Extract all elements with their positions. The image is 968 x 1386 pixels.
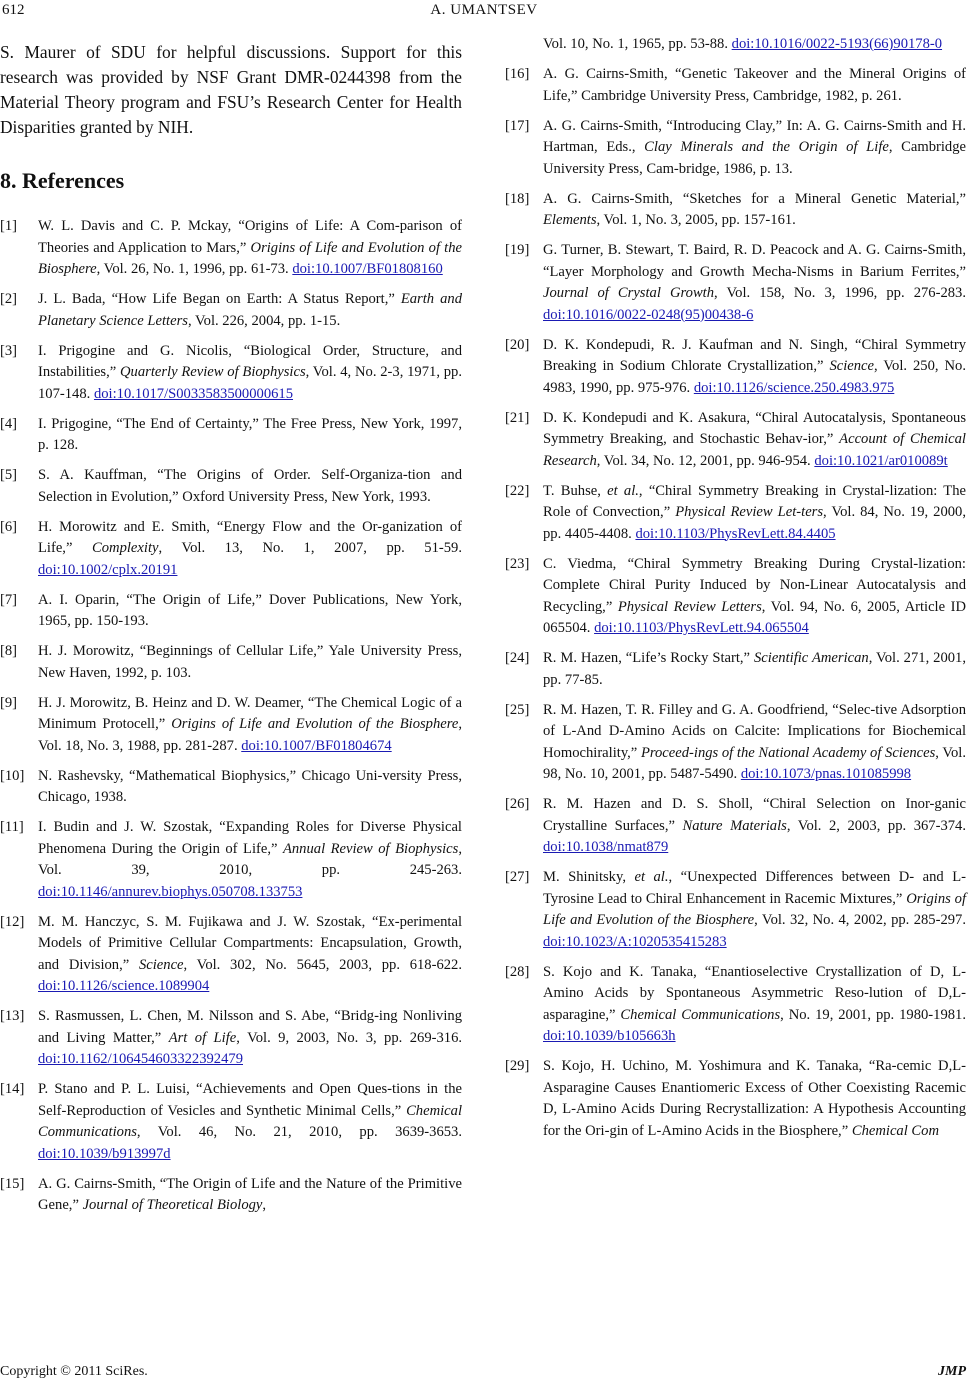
reference-journal: Scientific American [753,650,869,666]
reference-authors-title: T. Buhse, [543,482,608,499]
reference-journal: Elements [543,212,597,228]
reference-text [543,116,966,181]
reference-authors-title: D. K. Kondepudi, R. J. Kaufman and N. Singh, “Chiral Symmetry Breaking in Sodium Chlorate Crystallization,” [543,336,966,374]
reference-authors-title: M. Shinitsky, [543,869,635,885]
reference-entry [0,414,462,457]
reference-entry [505,554,966,640]
reference-authors-title: Vol. 10, No. 1, 1965, pp. 53-88. [543,36,732,52]
reference-entry [0,1006,462,1071]
reference-authors-title: D. K. Kondepudi and K. Asakura, “Chiral Autocatalysis, Spontaneous Symmetry Breaking, and Stochastic Behav-ior,” [543,409,966,447]
reference-number: [20] [505,336,530,353]
reference-number: [15] [0,1175,25,1192]
section-heading: 8. References [0,168,125,193]
reference-number: [14] [0,1081,25,1097]
doi-link[interactable]: doi:10.1038/nmat879 [543,839,669,855]
left-column [0,40,462,1225]
reference-entry [0,341,462,406]
reference-details: , Cambridge University Press, Cam-bridge, 1986, p. 13. [543,139,966,177]
reference-list-right [505,34,966,1142]
reference-entry [505,335,966,400]
doi-link[interactable]: doi:10.1146/annurev.biophys.050708.133753 [38,883,303,900]
reference-entry [0,693,462,758]
acknowledgment-text: S. Maurer of SDU for helpful discussions. Support for this research was provided by NSF Grant DMR-0244398 from the Material Theory program and FSU’s Research Center for Health Disparities granted by NIH. [0,42,462,137]
reference-authors-title: R. M. Hazen, “Life’s Rocky Start,” [543,650,754,666]
doi-link[interactable]: doi:10.1017/S0033583500000615 [93,385,294,402]
reference-details: , Vol. 9, 2003, No. 3, pp. 269-316. [236,1029,463,1046]
reference-authors-title: S. Kojo, H. Uchino, M. Yoshimura and K. Tanaka, “Ra-cemic D,L-Asparagine Causes Enantiomeric Excess of Other Coexisting Racemic D, L-Amino Acids During Recrystallization: A Hypothesis Accounting for the Ori-gin of L-Amino Acids in the Biosphere,” [543,1058,966,1139]
reference-number: [9] [0,694,18,711]
reference-details: , Vol. 302, No. 5645, 2003, pp. 618-622. [183,956,462,973]
reference-journal: Art of Life [168,1029,237,1046]
reference-authors-title: I. Prigogine, “The End of Certainty,” The Free Press, New York, 1997, p. 128. [38,415,462,453]
reference-journal: Origins of Life and Evolution of the Biosphere [543,890,966,928]
reference-entry [0,641,462,684]
reference-text [543,648,966,691]
reference-journal: Complexity [92,540,159,556]
reference-number: [1] [0,218,18,234]
reference-authors-title: A. G. Cairns-Smith, “Genetic Takeover and the Mineral Origins of Life,” Cambridge University Press, Cambridge, 1982, p. 261. [543,66,966,104]
reference-entry [505,962,966,1048]
reference-text [38,766,462,809]
reference-text [543,34,966,56]
reference-details: , Vol. 39, 2010, pp. 245-263. [38,840,462,878]
reference-text [38,1174,462,1217]
reference-text [38,414,462,457]
reference-journal: Journal of Theoretical Biology [82,1197,263,1213]
copyright-notice: Copyright © 2011 SciRes. [0,1364,148,1379]
reference-entry [0,289,462,332]
reference-authors-title: H. J. Morowitz, “Beginnings of Cellular Life,” Yale University Press, New Haven, 1992, p. 103. [38,643,462,681]
reference-authors-title: G. Turner, B. Stewart, T. Baird, R. D. Peacock and A. G. Cairns-Smith, “Layer Morphology and Growth Mecha-Nisms in Barium Ferrites,” [543,242,966,280]
reference-text [543,794,966,859]
reference-number: [25] [505,701,530,718]
doi-link[interactable]: doi:10.1103/PhysRevLett.84.4405 [635,525,836,542]
reference-number: [26] [505,796,530,812]
reference-entry [0,912,462,998]
reference-authors-title: H. J. Morowitz, B. Heinz and D. W. Deamer, “The Chemical Logic of a Minimum Protocell,” [38,694,462,732]
reference-number: [19] [505,242,530,258]
reference-journal: Science [138,956,184,973]
reference-details: , Vol. 26, No. 1, 1996, pp. 61-73. [96,261,293,277]
reference-entry [505,867,966,953]
page-number: 612 [2,2,25,18]
reference-details: , Vol. 226, 2004, pp. 1-15. [187,312,341,329]
reference-entry [0,817,462,903]
reference-details: , Vol. 2, 2003, pp. 367-374. [786,817,966,834]
reference-journal: Quarterly Review of Biophysics [120,364,306,380]
doi-link[interactable]: doi:10.1016/0022-5193(66)90178-0 [731,36,943,52]
reference-authors-title: S. Kojo and K. Tanaka, “Enantioselective Crystallization of D, L-Amino Acids by Spontaneous Asymmetric Reso-lution of D,L-asparagine,” [543,963,966,1023]
reference-entry [505,794,966,859]
reference-list-left [0,216,462,1217]
reference-text [38,1006,462,1071]
reference-details: , [262,1197,267,1213]
reference-journal: Proceed-ings of the National Academy of Sciences [640,744,936,761]
reference-entry [505,189,966,232]
reference-number: [4] [0,415,18,432]
reference-entry [0,1079,462,1165]
reference-text [543,554,966,640]
reference-authors-title: W. L. Davis and C. P. Mckay, “Origins of Life: A Com-parison of Theories and Application to Mars,” [38,218,462,256]
doi-link[interactable]: doi:10.1016/0022-0248(95)00438-6 [543,306,754,323]
reference-entry [505,34,966,56]
reference-number: [6] [0,518,18,535]
doi-link[interactable]: doi:10.1039/b913997d [38,1145,171,1162]
reference-text [543,1056,966,1142]
reference-entry [0,766,462,809]
reference-journal: Earth and Planetary Science Letters [38,291,462,329]
reference-details: , Vol. 98, No. 10, 2001, pp. 5487-5490. [543,744,966,782]
doi-link[interactable]: doi:10.1021/ar010089t [814,452,948,469]
reference-text [38,1079,462,1165]
reference-authors-title: A. G. Cairns-Smith, “The Origin of Life and the Nature of the Primitive Gene,” [38,1175,462,1213]
reference-journal: Chemical Com [851,1122,939,1139]
reference-details: , Vol. 1, No. 3, 2005, pp. 157-161. [596,212,796,228]
reference-entry [505,481,966,546]
reference-number [505,34,543,56]
reference-details: , Vol. 34, No. 12, 2001, pp. 946-954. [596,452,815,469]
reference-entry [505,700,966,786]
reference-details: , “Unexpected Differences between D- and L-Tyrosine Lead to Chiral Enhancement in Racemic Mixtures,” [543,869,966,907]
reference-journal: Science [829,358,874,374]
doi-link[interactable]: doi:10.1007/BF01804674 [241,737,392,754]
reference-entry [505,408,966,473]
reference-number: [16] [505,66,530,82]
reference-number: [11] [0,819,24,835]
reference-journal: Physical Review Letters [617,598,762,615]
reference-number: [23] [505,555,530,572]
reference-number: [24] [505,650,530,666]
reference-entry [0,590,462,633]
reference-authors-title: I. Budin and J. W. Szostak, “Expanding Roles for Diverse Physical Phenomena During the Origin of Life,” [38,819,462,857]
reference-journal: Chemical Communications [620,1006,781,1023]
running-head: A. UMANTSEV [430,2,538,18]
reference-text [38,590,462,633]
reference-number: [27] [505,869,530,885]
reference-text [543,335,966,400]
reference-entry [505,240,966,326]
reference-number: [29] [505,1058,530,1074]
reference-number: [12] [0,913,25,930]
reference-details: , Vol. 158, No. 3, 1996, pp. 276-283. [714,285,967,301]
doi-link[interactable]: doi:10.1002/cplx.20191 [38,561,178,578]
reference-details: , Vol. 94, No. 6, 2005, Article ID 065504. [543,598,966,636]
reference-journal: Nature Materials [682,817,787,834]
reference-entry [0,517,462,582]
reference-number: [28] [505,963,530,980]
reference-details: , “Chiral Symmetry Breaking in Crystal-lization: The Role of Convection,” [543,482,966,520]
reference-authors-title: J. L. Bada, “How Life Began on Earth: A Status Report,” [38,291,401,307]
reference-entry [505,1056,966,1142]
reference-text [38,912,462,998]
reference-text [38,693,462,758]
reference-journal: Physical Review Let-ters [675,504,824,520]
reference-authors-title: A. G. Cairns-Smith, “Introducing Clay,” In: A. G. Cairns-Smith and H. Hartman, Eds., [543,117,966,155]
reference-journal: Origins of Life and Evolution of the Biosphere [171,716,459,732]
doi-link[interactable]: doi:10.1007/BF01808160 [292,261,443,277]
doi-link[interactable]: doi:10.1126/science.250.4983.975 [693,379,895,396]
reference-authors-title: A. G. Cairns-Smith, “Sketches for a Mineral Genetic Material,” [543,190,966,207]
reference-authors-title: R. M. Hazen and D. S. Sholl, “Chiral Selection on Inor-ganic Crystalline Surfaces,” [543,796,966,834]
reference-entry [505,64,966,107]
reference-number: [22] [505,482,530,499]
reference-number: [3] [0,342,18,359]
reference-journal: Annual Review of Biophysics [282,840,459,857]
reference-entry [0,465,462,508]
reference-authors-title: S. Rasmussen, L. Chen, M. Nilsson and S. Abe, “Bridg-ing Nonliving and Living Matter,” [38,1008,462,1046]
reference-text [38,465,462,508]
reference-text [543,189,966,232]
reference-authors-title: P. Stano and P. L. Luisi, “Achievements and Open Ques-tions in the Self-Reproduction of Vesicles and Synthetic Minimal Cells,” [38,1081,462,1119]
reference-entry [0,1174,462,1217]
reference-text [38,216,462,281]
reference-details: , Vol. 13, No. 1, 2007, pp. 51-59. [158,540,462,556]
reference-number: [18] [505,190,530,207]
reference-number: [13] [0,1008,25,1024]
reference-text [543,64,966,107]
reference-authors-title: M. M. Hanczyc, S. M. Fujikawa and J. W. Szostak, “Ex-perimental Models of Primitive Cellular Compartments: Encapsulation, Growth, and Division,” [38,913,462,973]
reference-details: , Vol. 250, No. 4983, 1990, pp. 975-976. [543,358,966,396]
doi-link[interactable]: doi:10.1039/b105663h [543,1028,676,1044]
reference-text [543,867,966,953]
reference-entry [0,216,462,281]
reference-details: , Vol. 46, No. 21, 2010, pp. 3639-3653. [136,1124,462,1140]
reference-number: [17] [505,117,530,134]
reference-details: , Vol. 18, No. 3, 1988, pp. 281-287. [38,716,463,754]
reference-number: [8] [0,643,18,659]
reference-text [38,641,462,684]
reference-text [543,700,966,786]
journal-abbreviation: JMP [938,1364,966,1379]
reference-text [543,481,966,546]
reference-journal: et al. [634,869,669,885]
reference-journal: et al. [607,482,639,499]
reference-journal: Chemical Communications [38,1102,462,1140]
reference-journal: Account of Chemical Research [543,431,966,469]
reference-number: [5] [0,467,18,483]
reference-text [38,517,462,582]
reference-journal: Clay Minerals and the Origin of Life [644,139,889,155]
reference-entry [505,648,966,691]
reference-details: , Vol. 4, No. 2-3, 1971, pp. 107-148. [38,364,462,402]
reference-number: [2] [0,291,18,307]
doi-link[interactable]: doi:10.1103/PhysRevLett.94.065504 [594,620,809,636]
doi-link[interactable]: doi:10.1162/106454603322392479 [38,1051,243,1067]
reference-text [38,341,462,406]
reference-authors-title: C. Viedma, “Chiral Symmetry Breaking During Crystal-lization: Complete Chiral Purity Induced by Non-Linear Autocatalysis and Recycling,” [543,555,966,615]
reference-authors-title: I. Prigogine and G. Nicolis, “Biological Order, Structure, and Instabilities,” [38,342,462,380]
doi-link[interactable]: doi:10.1126/science.1089904 [38,978,210,994]
reference-number: [10] [0,767,25,784]
reference-authors-title: R. M. Hazen, T. R. Filley and G. A. Goodfriend, “Selec-tive Adsorption of L-And D-Amino Acids on Calcite: Implications for Biochemical Homochirality,” [543,701,966,761]
reference-number: [7] [0,591,18,608]
reference-details: , Vol. 271, 2001, pp. 77-85. [543,650,967,688]
reference-authors-title: S. A. Kauffman, “The Origins of Order. Self-Organiza-tion and Selection in Evolution,” Oxford University Press, New York, 1993. [38,467,462,505]
reference-authors-title: N. Rashevsky, “Mathematical Biophysics,” Chicago Uni-versity Press, Chicago, 1938. [38,767,462,805]
reference-entry [505,116,966,181]
reference-details: , Vol. 84, No. 19, 2000, pp. 4405-4408. [543,504,967,542]
right-column [505,34,966,1151]
reference-text [543,962,966,1048]
reference-number: [21] [505,409,530,426]
reference-authors-title: H. Morowitz and E. Smith, “Energy Flow and the Or-ganization of Life,” [38,518,462,556]
reference-text [543,408,966,473]
reference-text [543,240,966,326]
reference-authors-title: A. I. Oparin, “The Origin of Life,” Dover Publications, New York, 1965, pp. 150-193. [38,591,462,629]
reference-journal: Journal of Crystal Growth [543,285,715,301]
reference-details: , Vol. 32, No. 4, 2002, pp. 285-297. [754,912,966,928]
reference-text [38,289,462,332]
reference-details: , No. 19, 2001, pp. 1980-1981. [780,1006,966,1023]
reference-text [38,817,462,903]
doi-link[interactable]: doi:10.1073/pnas.101085998 [740,766,912,782]
doi-link[interactable]: doi:10.1023/A:1020535415283 [543,933,727,950]
reference-journal: Origins of Life and Evolution of the Biosphere [38,239,462,277]
